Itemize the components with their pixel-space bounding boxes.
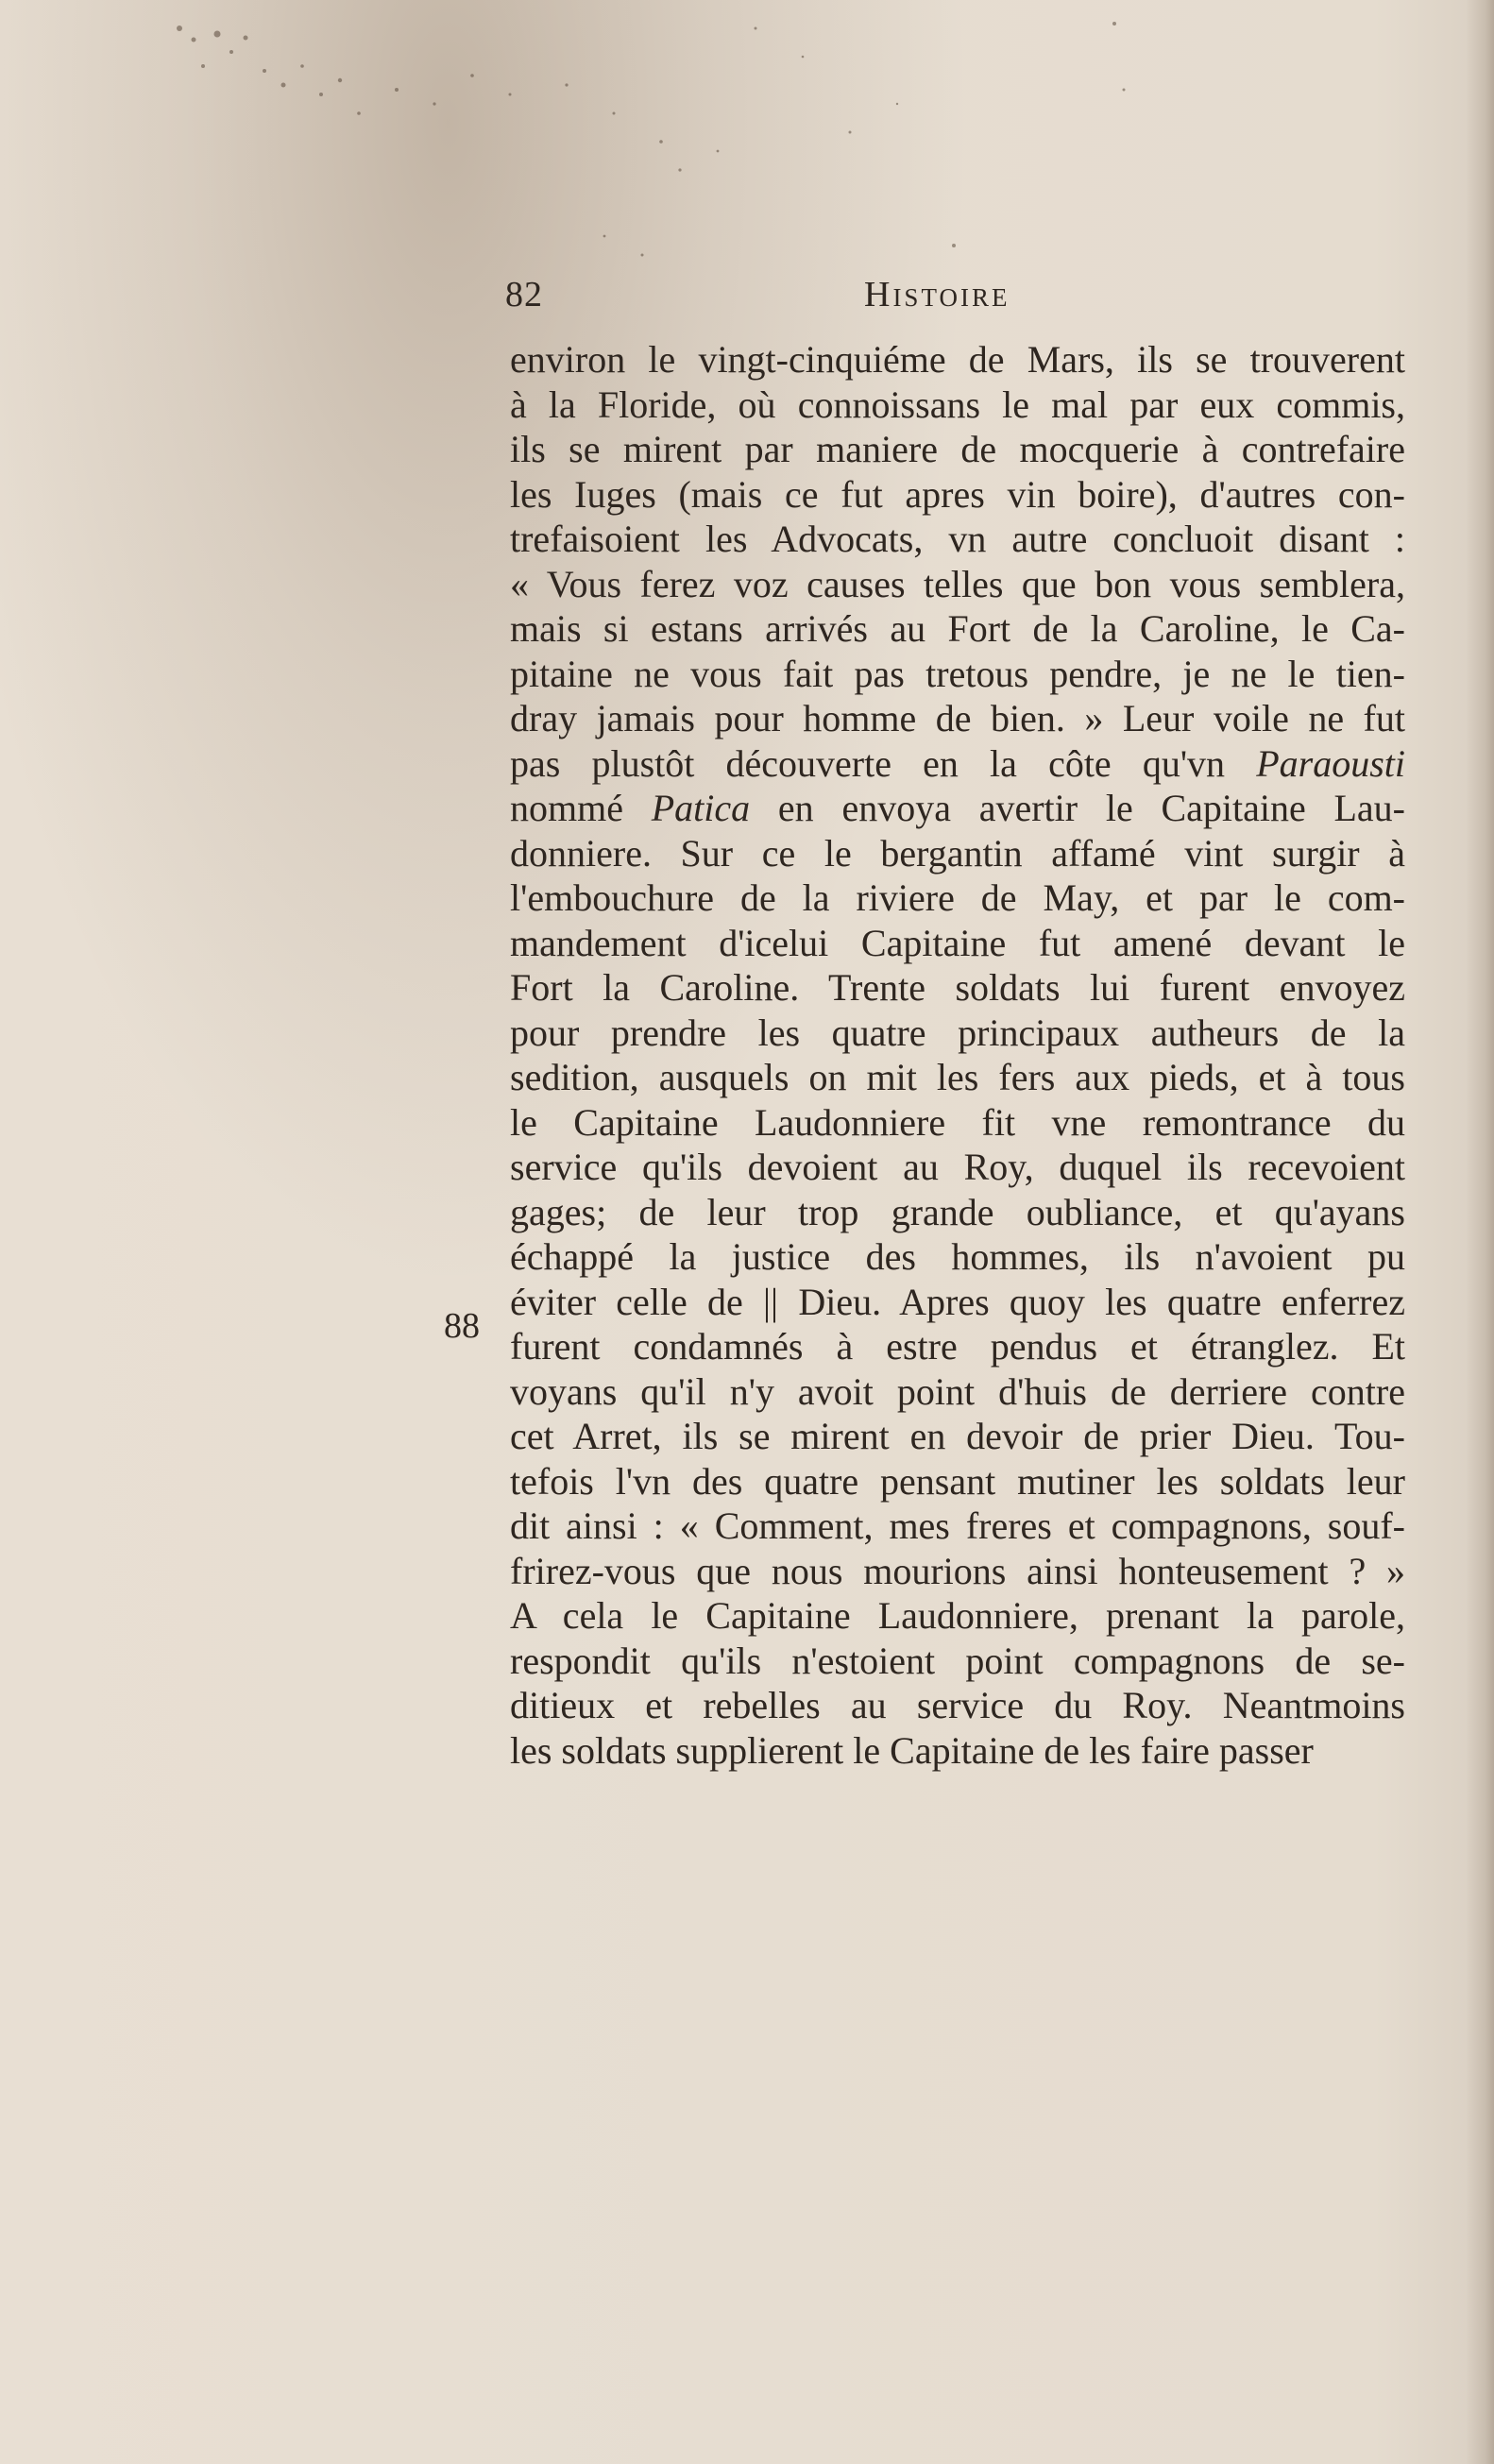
text-line: « Vous ferez voz causes telles que bon vous semblera, [510, 562, 1405, 605]
text-line: les Iuges (mais ce fut apres vin boire), d'autres con- [510, 472, 1405, 516]
text-line [510, 786, 1405, 831]
text-line: environ le vingt-cinquiéme de Mars, ils se trouverent [510, 338, 1405, 381]
text-line: voyans qu'il n'y avoit point d'huis de derriere contre [510, 1369, 1405, 1413]
margin-page-reference: 88 [444, 1306, 480, 1346]
body-text [510, 337, 1405, 1773]
text-line: donniere. Sur ce le bergantin affamé vint surgir à [510, 831, 1405, 875]
text-line: furent condamnés à estre pendus et étranglez. Et [510, 1325, 1405, 1368]
text-line: échappé la justice des hommes, ils n'avoient pu [510, 1235, 1405, 1278]
italic-name: Patica [651, 787, 751, 829]
text-segment: en envoya avertir le Capitaine Lau- [750, 787, 1406, 829]
text-line [510, 741, 1405, 787]
text-segment: pas plustôt découverte en la côte qu'vn [510, 741, 1257, 785]
running-title: Histoire [864, 275, 1010, 314]
text-line: dit ainsi : « Comment, mes freres et compagnons, souf- [510, 1504, 1405, 1547]
text-line: dray jamais pour homme de bien. » Leur voile ne fut [510, 697, 1405, 739]
text-line: cet Arret, ils se mirent en devoir de prier Dieu. Tou- [510, 1415, 1405, 1457]
italic-name: Paraousti [1256, 741, 1405, 785]
page-edge-shadow [1466, 0, 1494, 2464]
running-header [505, 274, 1407, 321]
text-line: tefois l'vn des quatre pensant mutiner les soldats leur [510, 1459, 1405, 1503]
text-line: Fort la Caroline. Trente soldats lui furent envoyez [510, 966, 1405, 1009]
text-line: mandement d'icelui Capitaine fut amené devant le [510, 921, 1405, 964]
text-line: mais si estans arrivés au Fort de la Caroline, le Ca- [510, 607, 1405, 650]
text-line: ils se mirent par maniere de mocquerie à contrefaire [510, 428, 1405, 470]
text-line: le Capitaine Laudonniere fit vne remontrance du [510, 1100, 1405, 1144]
text-line: pitaine ne vous fait pas tretous pendre, je ne le tien- [510, 652, 1405, 695]
text-line: l'embouchure de la riviere de May, et par le com- [510, 876, 1405, 919]
text-line: sedition, ausquels on mit les fers aux pieds, et à tous [510, 1056, 1405, 1098]
text-segment: nommé [510, 787, 652, 829]
text-line: gages; de leur trop grande oubliance, et qu'ayans [510, 1190, 1405, 1233]
page-number: 82 [505, 275, 543, 314]
text-line: ditieux et rebelles au service du Roy. Neantmoins [510, 1684, 1405, 1726]
text-line: les soldats supplierent le Capitaine de les faire passer [510, 1728, 1314, 1772]
text-line: pour prendre les quatre principaux autheurs de la [510, 1011, 1405, 1054]
text-line: trefaisoient les Advocats, vn autre concluoit disant : [510, 518, 1405, 560]
text-line: service qu'ils devoient au Roy, duquel ils recevoient [510, 1146, 1405, 1188]
text-line: éviter celle de || Dieu. Apres quoy les quatre enferrez [510, 1280, 1405, 1323]
text-line: respondit qu'ils n'estoient point compagnons de se- [510, 1639, 1405, 1682]
text-line: frirez-vous que nous mourions ainsi honteusement ? » [510, 1549, 1405, 1592]
text-line: A cela le Capitaine Laudonniere, prenant la parole, [510, 1594, 1405, 1637]
foxing-stains [0, 0, 1494, 283]
text-line: à la Floride, où connoissans le mal par eux commis, [510, 382, 1405, 426]
